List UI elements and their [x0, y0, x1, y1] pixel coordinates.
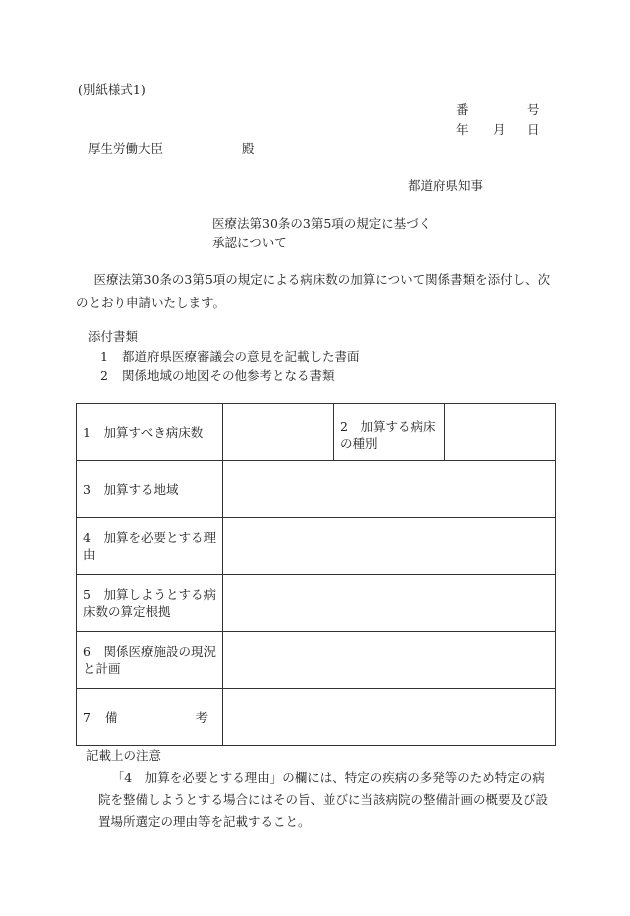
table-row [77, 689, 556, 746]
attachment-text: 都道府県医療審議会の意見を記載した書面 [121, 349, 360, 364]
row-label: 5 加算しようとする病床数の算定根拠 [77, 575, 223, 632]
subject-line-1: 医療法第30条の3第5項の規定に基づく [212, 216, 432, 231]
row-value [223, 461, 556, 518]
date-year: 年 [456, 122, 469, 137]
form-id: (別紙様式1) [78, 82, 146, 97]
row-value [445, 404, 556, 461]
application-table [76, 403, 556, 746]
attachment-item [100, 370, 334, 383]
notes-heading: 記載上の注意 [86, 748, 162, 763]
row-label: 6 関係医療施設の現況と計画 [77, 632, 223, 689]
attachment-item [100, 351, 359, 364]
row-value [223, 632, 556, 689]
addressee-name: 厚生労働大臣 [88, 141, 164, 156]
body-text: 医療法第30条の3第5項の規定による病床数の加算について関係書類を添付し、次のとおり申請いたします。 [76, 272, 551, 310]
row-label-num: 7 [83, 709, 91, 725]
attachment-num: 1 [100, 349, 108, 364]
attachments-heading: 添付書類 [88, 329, 139, 344]
attachment-num: 2 [100, 368, 108, 383]
row-label-part-a: 備 [104, 709, 118, 725]
row-label: 3 加算する地域 [77, 461, 223, 518]
table-row [77, 461, 556, 518]
row-label: 1 加算すべき病床数 [77, 404, 223, 461]
row-label-part-b: 考 [195, 709, 208, 725]
attachment-text: 関係地域の地図その他参考となる書類 [121, 368, 335, 383]
row-value [223, 689, 556, 746]
sender: 都道府県知事 [408, 178, 484, 193]
row-label: 4 加算を必要とする理由 [77, 518, 223, 575]
row-label [77, 689, 223, 746]
row-label: 2 加算する病床の種別 [334, 404, 445, 461]
date-day: 日 [527, 122, 540, 137]
number-go: 号 [527, 102, 540, 117]
table-row [77, 632, 556, 689]
number-ban: 番 [456, 102, 469, 117]
notes-text: 「4 加算を必要とする理由」の欄には、特定の疾病の多発等のため特定の病院を整備しようとする場合にはその旨、並びに当該病院の整備計画の概要及び設置場所選定の理由等を記載すること。 [98, 770, 549, 829]
row-value [223, 518, 556, 575]
table-row [77, 518, 556, 575]
table-row [77, 575, 556, 632]
row-value [223, 575, 556, 632]
subject-line-2: 承認について [212, 235, 287, 250]
row-value [223, 404, 334, 461]
date-month: 月 [493, 122, 506, 137]
addressee-honorific: 殿 [242, 141, 255, 156]
table-row [77, 404, 556, 461]
